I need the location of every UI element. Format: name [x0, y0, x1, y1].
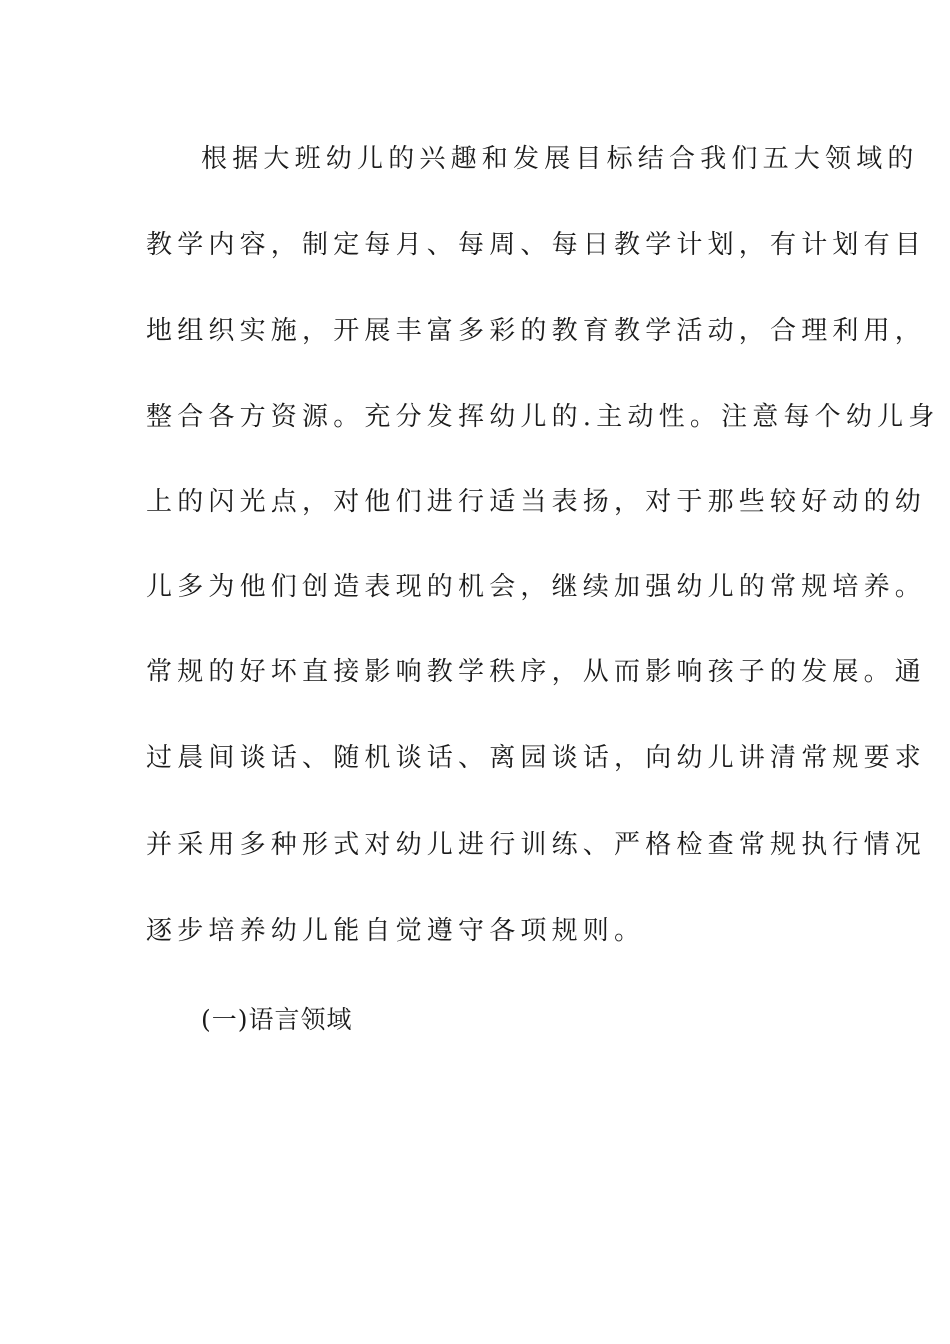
paragraph-line-10: 逐步培养幼儿能自觉遵守各项规则。 — [146, 916, 646, 946]
paragraph-line-4: 整合各方资源。充分发挥幼儿的.主动性。注意每个幼儿身 — [146, 402, 940, 432]
paragraph-line-3: 地组织实施，开展丰富多彩的教育教学活动，合理利用， — [146, 316, 927, 346]
paragraph-line-5: 上的闪光点，对他们进行适当表扬，对于那些较好动的幼 — [146, 487, 927, 517]
paragraph-line-2: 教学内容，制定每月、每周、每日教学计划，有计划有目 — [146, 230, 927, 260]
paragraph-line-7: 常规的好坏直接影响教学秩序，从而影响孩子的发展。通 — [146, 657, 927, 687]
paragraph-line-1: 根据大班幼儿的兴趣和发展目标结合我们五大领域的 — [201, 144, 919, 174]
paragraph-line-8: 过晨间谈话、随机谈话、离园谈话，向幼儿讲清常规要求 — [146, 743, 927, 773]
paragraph-line-6: 儿多为他们创造表现的机会，继续加强幼儿的常规培养。 — [146, 572, 927, 602]
section-heading: (一)语言领域 — [201, 1005, 353, 1034]
paragraph-line-9: 并采用多种形式对幼儿进行训练、严格检查常规执行情况 — [146, 830, 927, 860]
